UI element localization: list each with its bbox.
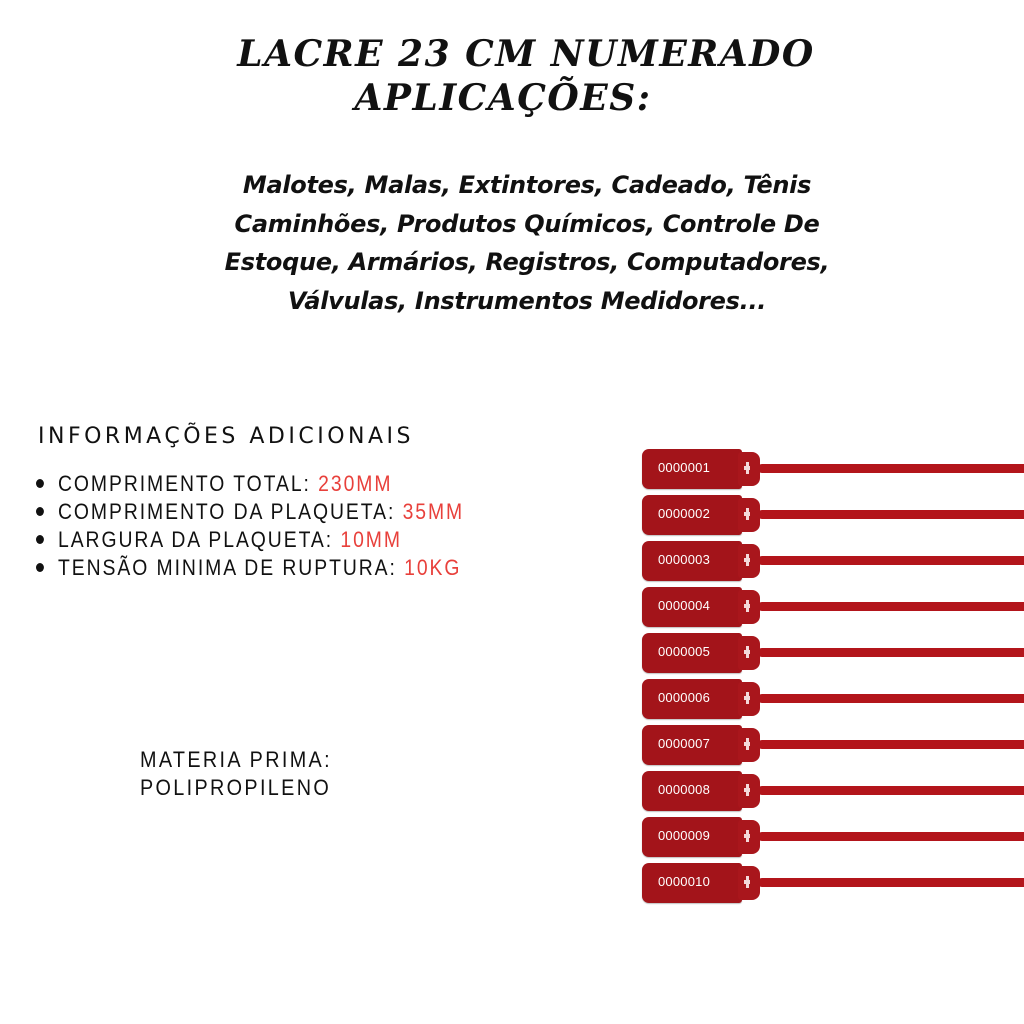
material-info (140, 746, 332, 802)
spec-item (36, 554, 464, 582)
seal-strap (758, 556, 1024, 565)
spec-value: 10MM (340, 527, 402, 552)
seal-number: 0000002 (658, 506, 711, 521)
seal-product-image (640, 446, 1024, 916)
lock-icon-notch (744, 696, 750, 700)
bullet-icon (36, 507, 44, 516)
bullet-icon (36, 479, 44, 488)
seal-number: 0000008 (658, 782, 711, 797)
material-value: POLIPROPILENO (140, 775, 332, 800)
seal-strap (758, 648, 1024, 657)
seal-item (640, 676, 1024, 720)
lock-icon-notch (744, 650, 750, 654)
lock-icon-notch (744, 466, 750, 470)
title-line-2: APLICAÇÕES: (354, 77, 652, 119)
spec-label: LARGURA DA PLAQUETA: (58, 527, 341, 552)
seal-strap (758, 464, 1024, 473)
spec-label: COMPRIMENTO DA PLAQUETA: (58, 499, 403, 524)
lock-icon-notch (744, 604, 750, 608)
seal-strap (758, 740, 1024, 749)
spec-list (36, 470, 523, 582)
info-heading: INFORMAÇÕES ADICIONAIS (38, 424, 414, 449)
seal-item (640, 814, 1024, 858)
applications-line: Válvulas, Instrumentos Medidores... (287, 286, 767, 315)
seal-number: 0000005 (658, 644, 711, 659)
seal-strap (758, 510, 1024, 519)
seal-strap (758, 878, 1024, 887)
lock-icon-notch (744, 788, 750, 792)
seal-strap (758, 832, 1024, 841)
seal-number: 0000004 (658, 598, 711, 613)
spec-value: 230MM (318, 471, 393, 496)
material-label: MATERIA PRIMA: (140, 747, 332, 772)
seal-item (640, 722, 1024, 766)
spec-item (36, 470, 464, 498)
seal-item (640, 860, 1024, 904)
seal-number: 0000001 (658, 460, 711, 475)
seal-item (640, 538, 1024, 582)
lock-icon-notch (744, 742, 750, 746)
lock-icon-notch (744, 834, 750, 838)
spec-value: 10KG (404, 555, 462, 580)
seal-strap (758, 602, 1024, 611)
seal-number: 0000003 (658, 552, 711, 567)
applications-text (140, 166, 914, 320)
seal-strap (758, 694, 1024, 703)
applications-line: Caminhões, Produtos Químicos, Controle De (234, 209, 820, 238)
seal-number: 0000006 (658, 690, 711, 705)
bullet-icon (36, 535, 44, 544)
applications-line: Malotes, Malas, Extintores, Cadeado, Tênis (242, 171, 812, 199)
seal-item (640, 630, 1024, 674)
seal-item (640, 584, 1024, 628)
seal-item (640, 446, 1024, 490)
seal-number: 0000010 (658, 874, 711, 889)
seal-item (640, 492, 1024, 536)
title-line-1: LACRE 23 CM NUMERADO (237, 33, 815, 75)
seal-number: 0000007 (658, 736, 711, 751)
seal-number: 0000009 (658, 828, 711, 843)
spec-item (36, 526, 464, 554)
spec-item (36, 498, 464, 526)
seal-strap (758, 786, 1024, 795)
applications-line: Estoque, Armários, Registros, Computadores, (224, 248, 830, 276)
bullet-icon (36, 563, 44, 572)
seal-item (640, 768, 1024, 812)
lock-icon-notch (744, 558, 750, 562)
lock-icon-notch (744, 880, 750, 884)
lock-icon-notch (744, 512, 750, 516)
spec-label: COMPRIMENTO TOTAL: (58, 471, 319, 496)
spec-value: 35MM (402, 499, 465, 524)
spec-label: TENSÃO MINIMA DE RUPTURA: (58, 555, 405, 580)
